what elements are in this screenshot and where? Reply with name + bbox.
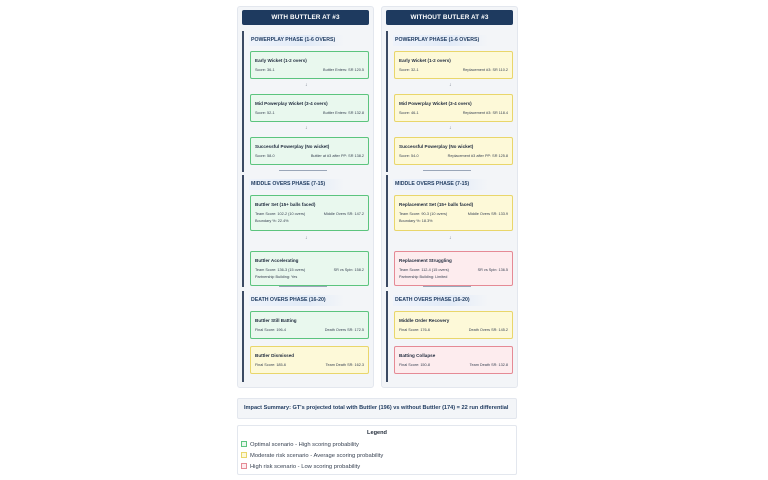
card-score: Final Score: 185-6: [255, 363, 287, 367]
card-extra: Partnership Building: Limited: [399, 275, 448, 279]
phase-timeline: [242, 175, 244, 287]
scenario-card: [394, 311, 513, 339]
card-score: Final Score: 196-4: [255, 328, 287, 332]
phase-timeline: [242, 291, 244, 382]
red-swatch-icon: [241, 463, 247, 469]
column-header: WITHOUT BUTLER AT #3: [386, 10, 513, 25]
card-extra: Partnership Building: Yes: [255, 275, 298, 279]
legend-label: Optimal scenario - High scoring probability: [250, 442, 359, 448]
scenario-card: [250, 137, 369, 165]
scenario-card: [394, 195, 513, 231]
card-score: Score: 36-1: [255, 68, 275, 72]
phase-title: MIDDLE OVERS PHASE (7-15): [249, 179, 344, 190]
scenario-card: [394, 346, 513, 374]
flow-arrow: ↓: [449, 125, 452, 131]
card-stat: SR vs Spin: 136.5: [477, 268, 508, 272]
card-score: Final Score: 176-6: [399, 328, 431, 332]
card-stat: Death Overs SR: 145.2: [468, 328, 508, 332]
card-title: Mid Powerplay Wicket (3-4 overs): [255, 101, 328, 106]
card-stat: Replacement #3: SR 110.2: [462, 68, 508, 72]
flow-arrow: ↓: [305, 82, 308, 88]
legend: [237, 425, 517, 475]
scenario-card: [250, 195, 369, 231]
yellow-swatch-icon: [241, 452, 247, 458]
legend-label: High risk scenario - Low scoring probability: [250, 464, 361, 470]
card-score: Team Score: 112-4 (15 overs): [399, 268, 449, 272]
card-title: Mid Powerplay Wicket (3-4 overs): [399, 101, 472, 106]
impact-summary: Impact Summary: GT's projected total with Buttler (196) vs without Buttler (174) = 22 run differential: [237, 398, 517, 419]
phase-divider: [279, 286, 327, 287]
phase-title: DEATH OVERS PHASE (16-20): [249, 295, 344, 306]
card-title: Middle Order Recovery: [399, 318, 450, 323]
phase-divider: [279, 170, 327, 171]
scenario-card: [250, 94, 369, 122]
card-score: Score: 52-1: [255, 111, 275, 115]
death-overs-phase: [242, 291, 371, 382]
with-buttler-column: [237, 6, 374, 388]
card-score: Final Score: 150-8: [399, 363, 431, 367]
phase-divider: [423, 170, 471, 171]
card-stat: Team Death SR: 162.3: [325, 363, 364, 367]
column-header: WITH BUTTLER AT #3: [242, 10, 369, 25]
scenario-card: [250, 346, 369, 374]
card-stat: Middle Overs SR: 147.2: [323, 212, 364, 216]
without-buttler-column: [381, 6, 518, 388]
phase-timeline: [386, 291, 388, 382]
card-stat: SR vs Spin: 158.2: [333, 268, 364, 272]
card-title: Successful Powerplay (No wicket): [255, 144, 330, 149]
green-swatch-icon: [241, 441, 247, 447]
middle-overs-phase: [242, 175, 371, 287]
card-title: Replacement Set (15+ balls faced): [399, 202, 474, 207]
scenario-card: [250, 251, 369, 286]
legend-title: Legend: [367, 430, 387, 436]
flow-arrow: ↓: [305, 235, 308, 241]
phase-timeline: [242, 31, 244, 172]
scenario-card: [394, 137, 513, 165]
legend-item-moderate: [241, 452, 383, 459]
flow-arrow: ↓: [305, 125, 308, 131]
card-score: Team Score: 102-2 (10 overs): [255, 212, 306, 216]
card-score: Score: 54-0: [399, 154, 419, 158]
legend-item-high-risk: [241, 463, 360, 470]
card-stat: Buttler Enters: SR 132.8: [323, 111, 364, 115]
phase-title: MIDDLE OVERS PHASE (7-15): [393, 179, 488, 190]
card-title: Early Wicket (1-2 overs): [255, 58, 307, 63]
card-title: Buttler Accelerating: [255, 258, 299, 263]
legend-item-optimal: [241, 441, 359, 448]
card-score: Team Score: 90-3 (10 overs): [399, 212, 448, 216]
phase-title: POWERPLAY PHASE (1-6 OVERS): [393, 35, 488, 46]
card-title: Early Wicket (1-2 overs): [399, 58, 451, 63]
scenario-card: [394, 251, 513, 286]
card-score: Score: 32-1: [399, 68, 419, 72]
phase-divider: [423, 286, 471, 287]
phase-timeline: [386, 175, 388, 287]
phase-title: POWERPLAY PHASE (1-6 OVERS): [249, 35, 344, 46]
card-stat: Middle Overs SR: 133.9: [467, 212, 508, 216]
card-stat: Buttler Enters: SR 120.5: [323, 68, 364, 72]
card-title: Buttler Set (15+ balls faced): [255, 202, 316, 207]
flow-arrow: ↓: [449, 235, 452, 241]
phase-timeline: [386, 31, 388, 172]
card-stat: Buttler at #3 after PP: SR 138.2: [310, 154, 364, 158]
flow-arrow: ↓: [449, 82, 452, 88]
legend-label: Moderate risk scenario - Average scoring probability: [250, 453, 384, 459]
card-stat: Replacement #3: SR 118.4: [462, 111, 508, 115]
card-title: Successful Powerplay (No wicket): [399, 144, 474, 149]
card-score: Team Score: 136-3 (15 overs): [255, 268, 306, 272]
card-title: Buttler Still Batting: [255, 318, 297, 323]
card-score: Score: 46-1: [399, 111, 419, 115]
scenario-card: [394, 94, 513, 122]
death-overs-phase: [386, 291, 515, 382]
card-title: Replacement Struggling: [399, 258, 452, 263]
phase-title: DEATH OVERS PHASE (16-20): [393, 295, 488, 306]
powerplay-phase: [386, 31, 515, 172]
card-stat: Replacement #3 after PP: SR 125.8: [447, 154, 508, 158]
powerplay-phase: [242, 31, 371, 172]
middle-overs-phase: [386, 175, 515, 287]
card-score: Score: 58-0: [255, 154, 275, 158]
scenario-card: [250, 311, 369, 339]
card-extra: Boundary %: 18.3%: [399, 219, 433, 223]
card-extra: Boundary %: 22.4%: [255, 219, 289, 223]
scenario-card: [250, 51, 369, 79]
card-title: Batting Collapse: [399, 353, 436, 358]
card-title: Buttler Dismissed: [255, 353, 295, 358]
card-stat: Death Overs SR: 172.5: [324, 328, 364, 332]
card-stat: Team Death SR: 132.8: [469, 363, 508, 367]
scenario-card: [394, 51, 513, 79]
